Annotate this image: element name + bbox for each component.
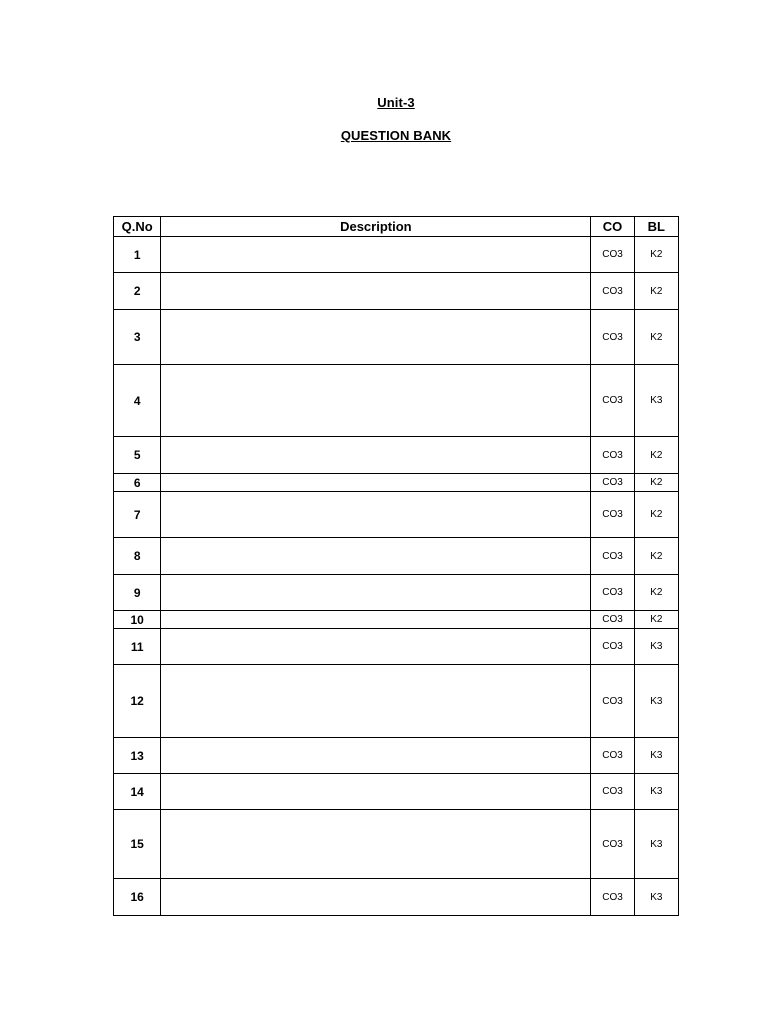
qno-cell: 11	[114, 629, 161, 665]
description-cell	[161, 629, 591, 665]
qno-cell: 4	[114, 365, 161, 437]
table-row	[114, 310, 679, 365]
table-row	[114, 879, 679, 916]
co-cell: CO3	[591, 665, 634, 738]
description-cell	[161, 611, 591, 629]
description-cell	[161, 237, 591, 273]
question-bank-title: QUESTION BANK	[340, 128, 452, 143]
co-cell: CO3	[591, 538, 634, 575]
qno-cell: 16	[114, 879, 161, 916]
header-co: CO	[591, 217, 634, 237]
bl-cell: K2	[634, 273, 678, 310]
description-cell	[161, 879, 591, 916]
co-cell: CO3	[591, 774, 634, 810]
qno-cell: 1	[114, 237, 161, 273]
qno-cell: 5	[114, 437, 161, 474]
co-cell: CO3	[591, 437, 634, 474]
qno-cell: 15	[114, 810, 161, 879]
table-row	[114, 273, 679, 310]
description-cell	[161, 437, 591, 474]
table-row	[114, 365, 679, 437]
table-row	[114, 665, 679, 738]
qno-cell: 10	[114, 611, 161, 629]
bl-cell: K2	[634, 575, 678, 611]
table-row	[114, 774, 679, 810]
bl-cell: K3	[634, 665, 678, 738]
qno-cell: 9	[114, 575, 161, 611]
co-cell: CO3	[591, 237, 634, 273]
qno-cell: 6	[114, 474, 161, 492]
bl-cell: K3	[634, 365, 678, 437]
table-row	[114, 629, 679, 665]
description-cell	[161, 810, 591, 879]
header-bl: BL	[634, 217, 678, 237]
bl-cell: K3	[634, 774, 678, 810]
description-cell	[161, 365, 591, 437]
table-row	[114, 575, 679, 611]
co-cell: CO3	[591, 492, 634, 538]
table-row	[114, 437, 679, 474]
qno-cell: 14	[114, 774, 161, 810]
bl-cell: K2	[634, 237, 678, 273]
bl-cell: K2	[634, 538, 678, 575]
bl-cell: K2	[634, 611, 678, 629]
qno-cell: 2	[114, 273, 161, 310]
table-row	[114, 738, 679, 774]
co-cell: CO3	[591, 365, 634, 437]
description-cell	[161, 474, 591, 492]
co-cell: CO3	[591, 310, 634, 365]
bl-cell: K3	[634, 629, 678, 665]
co-cell: CO3	[591, 810, 634, 879]
qno-cell: 13	[114, 738, 161, 774]
table-row	[114, 237, 679, 273]
qno-cell: 3	[114, 310, 161, 365]
co-cell: CO3	[591, 474, 634, 492]
co-cell: CO3	[591, 879, 634, 916]
qno-cell: 8	[114, 538, 161, 575]
table-row	[114, 810, 679, 879]
description-cell	[161, 774, 591, 810]
bl-cell: K2	[634, 474, 678, 492]
qno-cell: 12	[114, 665, 161, 738]
header-description: Description	[161, 217, 591, 237]
table-row	[114, 538, 679, 575]
co-cell: CO3	[591, 738, 634, 774]
bl-cell: K2	[634, 310, 678, 365]
description-cell	[161, 575, 591, 611]
description-cell	[161, 492, 591, 538]
header-qno: Q.No	[114, 217, 161, 237]
co-cell: CO3	[591, 575, 634, 611]
description-cell	[161, 665, 591, 738]
bl-cell: K2	[634, 492, 678, 538]
bl-cell: K3	[634, 810, 678, 879]
table-row	[114, 492, 679, 538]
question-bank-table	[113, 216, 679, 916]
bl-cell: K3	[634, 738, 678, 774]
description-cell	[161, 538, 591, 575]
co-cell: CO3	[591, 273, 634, 310]
description-cell	[161, 738, 591, 774]
description-cell	[161, 310, 591, 365]
bl-cell: K2	[634, 437, 678, 474]
table-header-row	[114, 217, 679, 237]
co-cell: CO3	[591, 629, 634, 665]
description-cell	[161, 273, 591, 310]
co-cell: CO3	[591, 611, 634, 629]
bl-cell: K3	[634, 879, 678, 916]
table-row	[114, 611, 679, 629]
table-row	[114, 474, 679, 492]
unit-title: Unit-3	[377, 95, 415, 110]
qno-cell: 7	[114, 492, 161, 538]
